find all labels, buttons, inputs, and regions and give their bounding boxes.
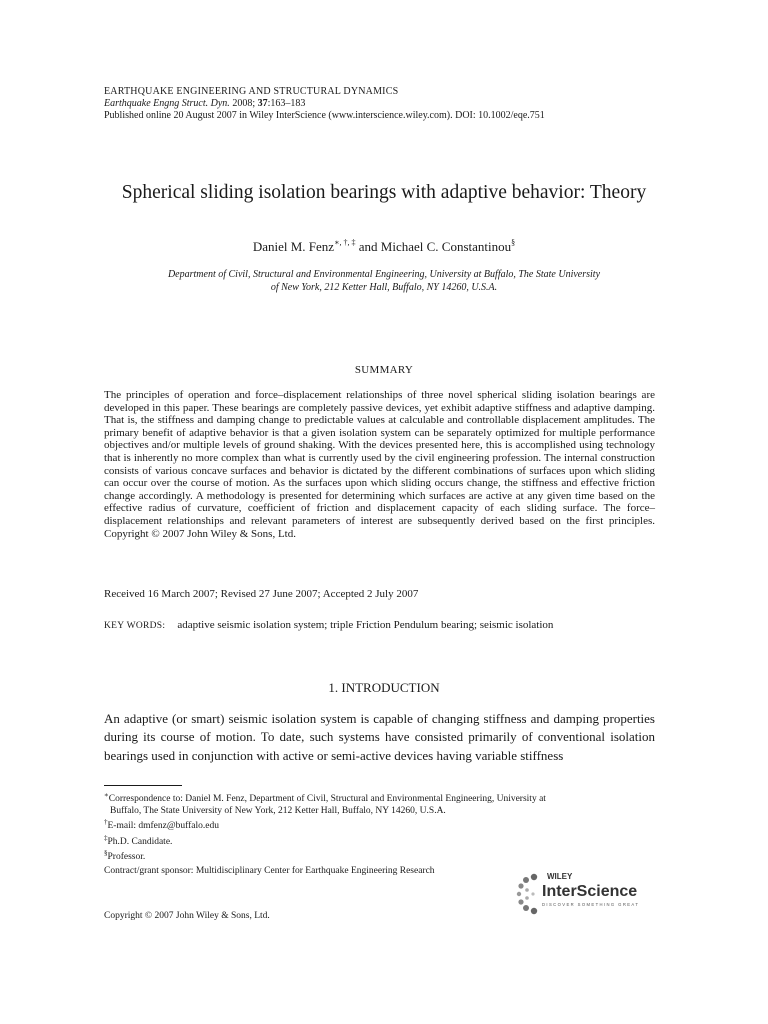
summary-heading: SUMMARY xyxy=(354,364,414,376)
logo-publisher: WILEY xyxy=(547,872,573,881)
footnote-prof-text: Professor. xyxy=(107,852,146,863)
footnote-professor xyxy=(104,848,655,864)
footnote-phd xyxy=(104,833,655,849)
author-conjunction: and xyxy=(355,239,381,254)
footnote-phd-text: Ph.D. Candidate. xyxy=(107,836,173,847)
footnote-mark-corr: ∗ xyxy=(104,791,109,799)
footnotes xyxy=(104,790,655,864)
footnote-mark-prof: § xyxy=(104,849,108,858)
footnote-mark-email: † xyxy=(104,818,108,827)
journal-year: 2008; xyxy=(229,98,258,109)
author-line xyxy=(0,235,768,255)
abstract-text: The principles of operation and force–displacement relationships of three novel spherical sliding isolation bearings are developed in this paper. These bearings are completely passive devices, yet exhibit adaptive stiffness and adaptive damping. That is, the stiffness and damping change to predictable values at calculable and controllable displacement amplitudes. The primary benefit of adaptive behavior is that a given isolation system can be separately optimized for multiple performance objectives and/or multiple levels of ground shaking. With the devices presented here, this is accomplished using technology that is inherently no more complex than what is currently used by the civil engineering profession. The internal construction consists of various concave surfaces and behavior is dictated by the different combinations of surfaces upon which sliding can occur over the course of motion. As the surfaces upon which sliding occurs change, the stiffness and effective friction change accordingly. A methodology is presented for determining which surfaces are active at any given time based on the effective radius of curvature, coefficient of friction and displacement capacity of each sliding surface. The force–displacement relationships and relevant parameters of interest are subsequently derived based on the first principles. Copyright © 2007 John Wiley & Sons, Ltd. xyxy=(104,389,655,540)
keywords xyxy=(104,619,553,631)
keywords-label: KEY WORDS: xyxy=(104,621,166,631)
author-2-marks: § xyxy=(511,238,516,247)
affiliation xyxy=(104,268,664,294)
footnote-corr-line-1: Correspondence to: Daniel M. Fenz, Department of Civil, Structural and Environmental Engineering, University at xyxy=(108,794,546,804)
wiley-interscience-logo xyxy=(505,866,655,924)
logo-tagline: DISCOVER SOMETHING GREAT xyxy=(542,902,640,907)
paper-title: Spherical sliding isolation bearings with adaptive behavior: Theory xyxy=(121,182,647,203)
footnote-email-text: E-mail: dmfenz@buffalo.edu xyxy=(107,821,219,832)
logo-name: InterScience xyxy=(542,883,638,900)
journal-header xyxy=(104,86,545,122)
published-line: Published online 20 August 2007 in Wiley InterScience (www.interscience.wiley.com). DOI: 10.1002/eqe.751 xyxy=(104,110,545,121)
received-dates: Received 16 March 2007; Revised 27 June 2007; Accepted 2 July 2007 xyxy=(104,588,419,600)
author-name-2: Michael C. Constantinou xyxy=(380,239,512,254)
author-name-1: Daniel M. Fenz xyxy=(252,239,335,254)
footnote-correspondence xyxy=(104,790,655,806)
introduction-text: An adaptive (or smart) seismic isolation system is capable of changing stiffness and damping properties during its course of motion. To date, such systems have consisted primarily of conventional isolation bearings used in conjunction with active or semi-active devices having variable stiffness xyxy=(104,711,655,763)
footnote-email xyxy=(104,817,655,833)
author-1-marks: ∗, †, ‡ xyxy=(334,238,356,247)
journal-name: EARTHQUAKE ENGINEERING AND STRUCTURAL DYNAMICS xyxy=(104,86,399,97)
affiliation-line-1: Department of Civil, Structural and Environmental Engineering, University at Buffalo, The State University xyxy=(167,269,601,280)
journal-citation xyxy=(104,98,545,110)
journal-pages: :163–183 xyxy=(267,98,306,109)
copyright-notice: Copyright © 2007 John Wiley & Sons, Ltd. xyxy=(104,911,270,921)
journal-volume: 37 xyxy=(257,98,268,109)
section-heading-introduction: 1. INTRODUCTION xyxy=(328,680,440,695)
affiliation-line-2: of New York, 212 Ketter Hall, Buffalo, NY 14260, U.S.A. xyxy=(270,282,498,293)
footnote-mark-phd: ‡ xyxy=(104,833,108,842)
keywords-text: adaptive seismic isolation system; triple Friction Pendulum bearing; seismic isolation xyxy=(177,619,554,631)
grant-sponsor: Contract/grant sponsor: Multidisciplinary Center for Earthquake Engineering Research xyxy=(104,866,435,876)
footnote-corr-line-2: Buffalo, The State University of New York, 212 Ketter Hall, Buffalo, NY 14260, U.S.A. xyxy=(110,805,446,816)
journal-abbrev: Earthquake Engng Struct. Dyn. xyxy=(104,98,230,109)
footnote-rule xyxy=(104,785,182,786)
logo-dots-icon xyxy=(517,874,537,914)
